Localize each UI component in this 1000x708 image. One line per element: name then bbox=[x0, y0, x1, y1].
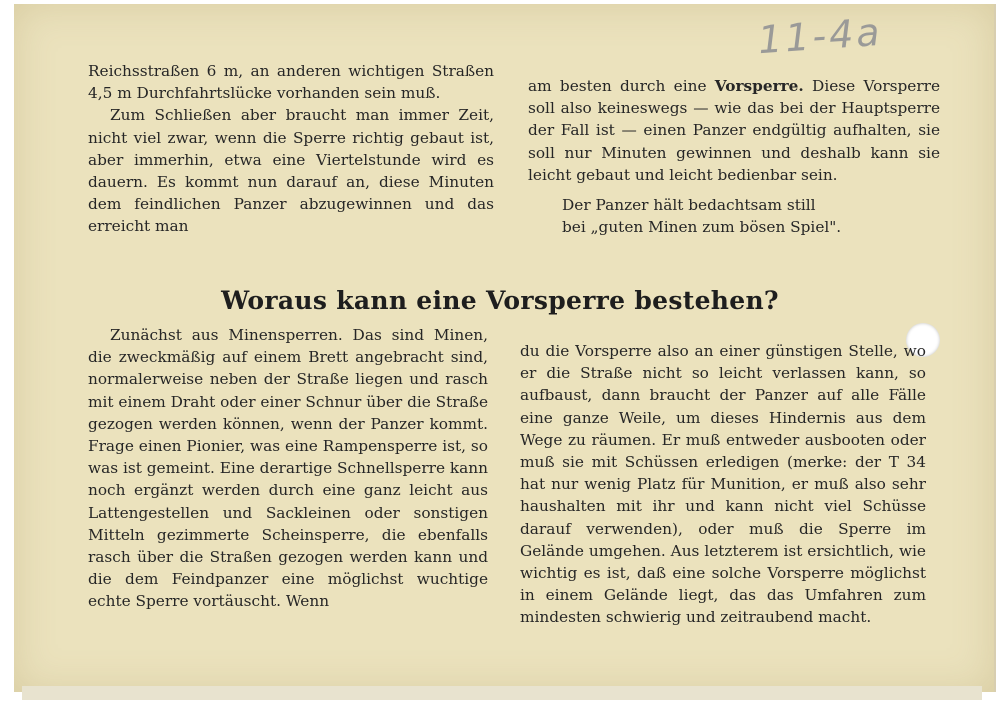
paragraph-rest: Diese Vorsperre soll also keineswegs — wie das bei der Hauptsperre der Fall ist — einen Panzer endgültig aufhalten, sie soll nur Minuten gewinnen und deshalb kann sie leicht gebaut und leicht bedienbar sein. bbox=[528, 77, 940, 184]
caption bbox=[528, 194, 940, 238]
top-left-column bbox=[88, 60, 494, 238]
caption-line: Der Panzer hält bedachtsam still bbox=[562, 196, 816, 215]
paragraph-lead: am besten durch eine bbox=[528, 77, 715, 95]
paper-edge bbox=[22, 686, 982, 700]
paragraph: Reichsstraßen 6 m, an anderen wichtigen Straßen 4,5 m Durchfahrtslücke vorhanden sein muß. bbox=[88, 62, 494, 103]
bottom-left-column bbox=[88, 324, 488, 613]
paragraph: Zunächst aus Minensperren. Das sind Minen, die zweckmäßig auf einem Brett angebracht sind, normalerweise neben der Straße liegen und rasch mit einem Draht oder einer Schnur über die Straße gezogen werden können, wenn der Panzer kommt. Frage einen Pionier, was eine Rampensperre ist, so was ist gemeint. Eine derartige Schnellsperre kann noch ergänzt werden durch eine ganz leicht aus Lattengestellen und Sackleinen oder sonstigen Mitteln gezimmerte Scheinsperre, die ebenfalls rasch über die Straßen gezogen werden kann und die dem Feindpanzer eine möglichst wuchtige echte Sperre vortäuscht. Wenn bbox=[88, 326, 489, 611]
caption-line: bei „guten Minen zum bösen Spiel". bbox=[562, 218, 842, 237]
top-right-column bbox=[528, 75, 940, 238]
paragraph: du die Vorsperre also an einer günstigen Stelle, wo er die Straße nicht so leicht verlassen kann, so aufbaust, dann braucht der Panzer auf alle Fälle eine ganze Weile, um dieses Hindernis aus dem Wege zu räumen. Er muß entweder ausbooten oder muß sie mit Schüssen erledigen (merke: der T 34 hat nur wenig Platz für Munition, er muß also sehr haushalten mit ihr und kann nicht viel Schüsse darauf verwenden), oder muß die Sperre im Gelände umgehen. Aus letzterem ist ersichtlich, wie wichtig es ist, daß eine solche Vorsperre möglichst in einem Gelände liegt, das das Umfahren zum mindesten schwierig und zeitraubend macht. bbox=[520, 342, 926, 627]
paragraph: Zum Schließen aber braucht man immer Zeit, nicht viel zwar, wenn die Sperre richtig gebaut ist, aber immerhin, etwa eine Viertelstunde wird es dauern. Es kommt nun darauf an, diese Minuten dem feindlichen Panzer abzugewinnen und das erreicht man bbox=[88, 106, 494, 236]
handwritten-note: 11-4a bbox=[756, 9, 884, 63]
bold-term: Vorsperre. bbox=[714, 77, 804, 95]
paragraph bbox=[528, 75, 940, 186]
section-heading: Woraus kann eine Vorsperre bestehen? bbox=[221, 286, 779, 315]
bottom-right-column bbox=[520, 340, 926, 629]
